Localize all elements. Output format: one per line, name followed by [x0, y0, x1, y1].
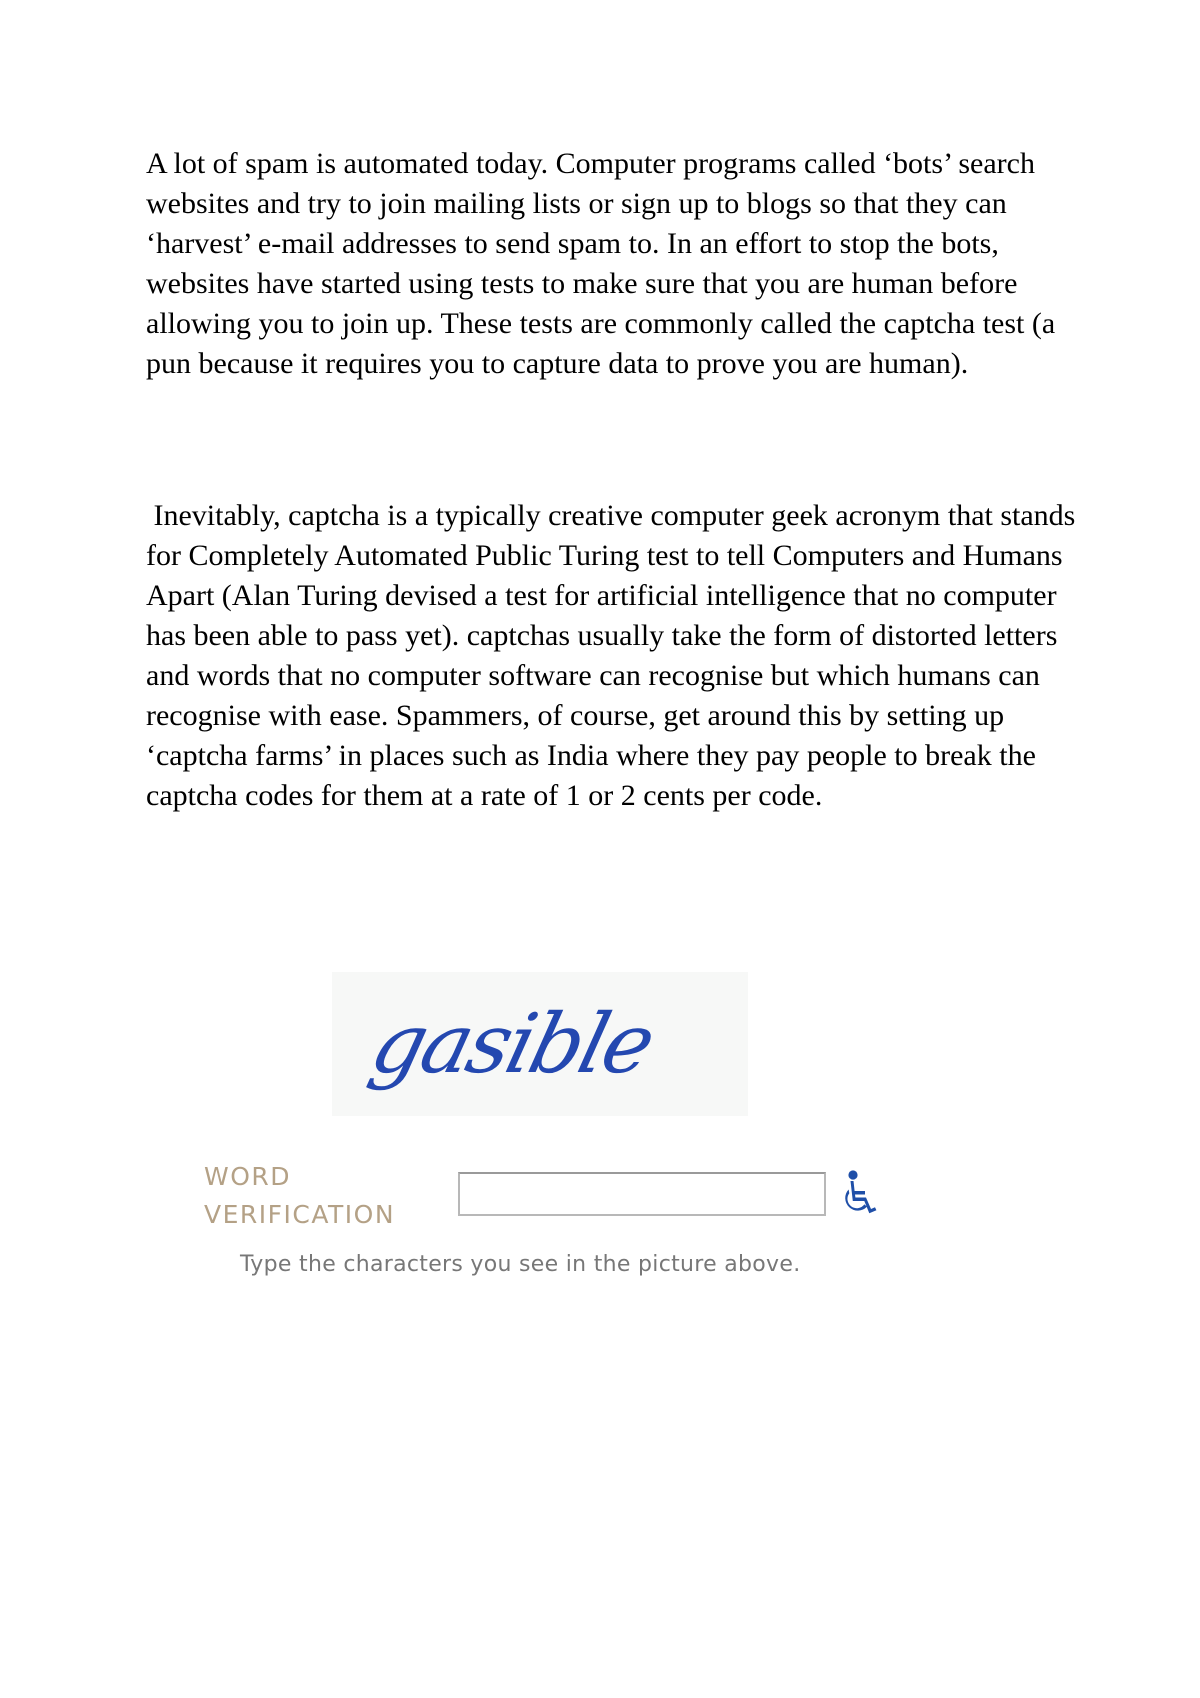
captcha-widget [196, 970, 896, 1300]
wheelchair-accessibility-icon [836, 1169, 880, 1215]
captcha-image [332, 972, 748, 1116]
word-verification-input[interactable] [458, 1172, 826, 1216]
accessibility-audio-button[interactable] [836, 1169, 880, 1215]
captcha-distorted-word [332, 972, 748, 1116]
word-verification-label [204, 1158, 395, 1234]
paragraph-spam-bots: A lot of spam is automated today. Computer programs called ‘bots’ search websites and try to join mailing lists or sign up to blogs so that they can ‘harvest’ e-mail addresses to send spam to. In an effort to stop the bots, websites have started using tests to make sure that you are human before allowing you to join up. These tests are commonly called the captcha test (a pun because it requires you to capture data to prove you are human). [146, 147, 1063, 380]
captcha-word-text: gasible [362, 996, 662, 1092]
label-line-verification: VERIFICATION [204, 1200, 396, 1229]
captcha-instruction: Type the characters you see in the picture above. [240, 1252, 801, 1277]
paragraph-captcha-acronym: Inevitably, captcha is a typically creative computer geek acronym that stands for Completely Automated Public Turing test to tell Computers and Humans Apart (Alan Turing devised a test for artificial intelligence that no computer has been able to pass yet). captchas usually take the form of distorted letters and words that no computer software can recognise but which humans can recognise with ease. Spammers, of course, get around this by setting up ‘captcha farms’ in places such as India where they pay people to break the captcha codes for them at a rate of 1 or 2 cents per code. [146, 499, 1083, 812]
label-line-word: WORD [204, 1162, 292, 1191]
